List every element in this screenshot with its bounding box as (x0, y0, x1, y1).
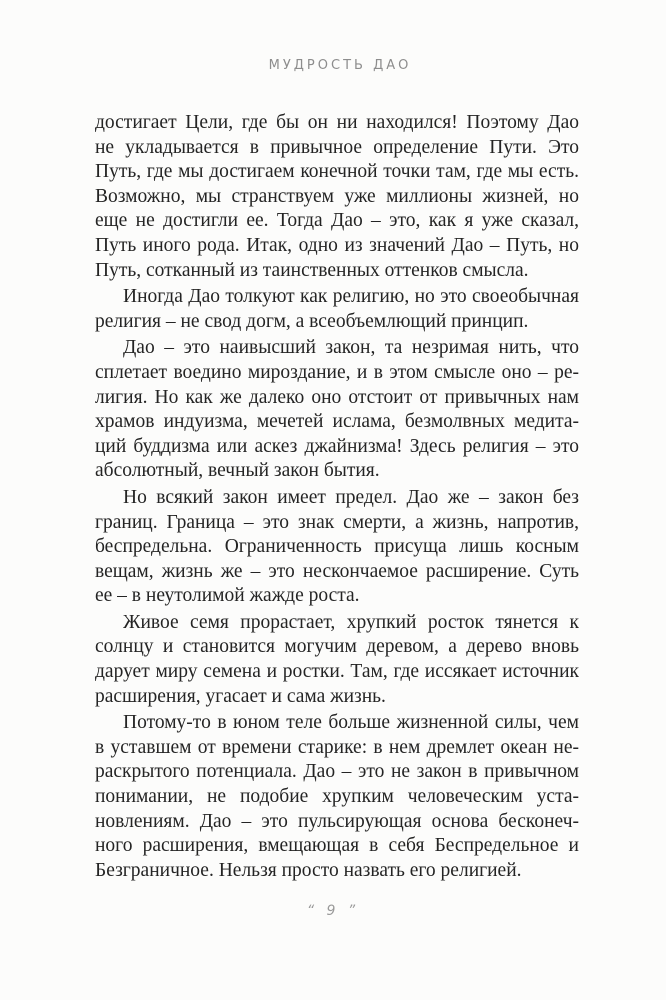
paragraph (95, 486, 579, 609)
text-line: Путь, сотканный из таинственных оттенков смысла. (95, 259, 529, 281)
text-line: границ. Граница – это знак смерти, а жизнь, напротив, (95, 511, 579, 533)
text-line: достигает Цели, где бы он ни находился! Поэтому Дао (95, 112, 579, 133)
text-line: Путь иного рода. Итак, одно из значений Дао – Путь, но (95, 234, 579, 256)
text-line: раскрытого потенциала. Дао – это не закон в привычном (95, 761, 579, 783)
text-line: Потому-то в юном теле больше жизненной силы, чем (123, 712, 579, 734)
text-line: религия – не свод догм, а всеобъемлющий принцип. (95, 310, 529, 332)
text-line: ного расширения, вмещающая в себя Беспредельное и (95, 835, 579, 857)
running-header: МУДРОСТЬ ДАО (268, 58, 412, 73)
text-line: еще не достигли ее. Тогда Дао – это, как я уже сказал, (95, 210, 579, 232)
text-line: не укладывается в привычное определение Пути. Это (95, 136, 579, 158)
text-line: Дао – это наивысший закон, та незримая нить, что (123, 337, 579, 359)
text-line: храмов индуизма, мечетей ислама, безмолвных медита- (95, 411, 579, 433)
text-line: новлениям. Дао – это пульсирующая основа бесконеч- (95, 810, 579, 832)
text-line: ций буддизма или аскез джайнизма! Здесь религия – это (95, 435, 579, 457)
page-number: “ 9 ” (306, 903, 360, 919)
text-line: ее – в неутолимой жажде роста. (95, 585, 360, 607)
text-line: в уставшем от времени старике: в нем дремлет океан не- (95, 736, 579, 758)
text-line: лигия. Но как же далеко оно отстоит от привычных нам (95, 386, 579, 408)
text-line: Возможно, мы странствуем уже миллионы жизней, но (95, 185, 579, 207)
text-line: беспредельна. Ограниченность присуща лишь косным (95, 536, 579, 558)
text-line: солнцу и становится могучим деревом, а дерево вновь (95, 636, 579, 658)
paragraph (95, 711, 579, 883)
paragraph (95, 336, 579, 484)
text-line: понимании, не подобие хрупким человеческим уста- (95, 786, 579, 808)
text-line: сплетает воедино мироздание, и в этом смысле оно – ре- (95, 361, 579, 383)
text-line: вещам, жизнь же – это нескончаемое расширение. Суть (95, 560, 579, 582)
paragraph (95, 611, 579, 709)
text-line: Но всякий закон имеет предел. Дао же – закон без (123, 486, 579, 508)
paragraph (95, 111, 579, 283)
page-text (95, 111, 579, 883)
text-line: Путь, где мы достигаем конечной точки там, где мы есть. (95, 161, 579, 183)
text-line: Живое семя прорастает, хрупкий росток тянется к (123, 611, 579, 633)
text-line: расширения, угасает и сама жизнь. (95, 685, 386, 707)
text-line: Безграничное. Нельзя просто назвать его религией. (95, 859, 522, 881)
paragraph (95, 285, 579, 334)
text-line: дарует миру семена и ростки. Там, где иссякает источник (95, 661, 579, 683)
text-line: абсолютный, вечный закон бытия. (95, 460, 380, 482)
text-line: Иногда Дао толкуют как религию, но это своеобычная (123, 286, 579, 308)
